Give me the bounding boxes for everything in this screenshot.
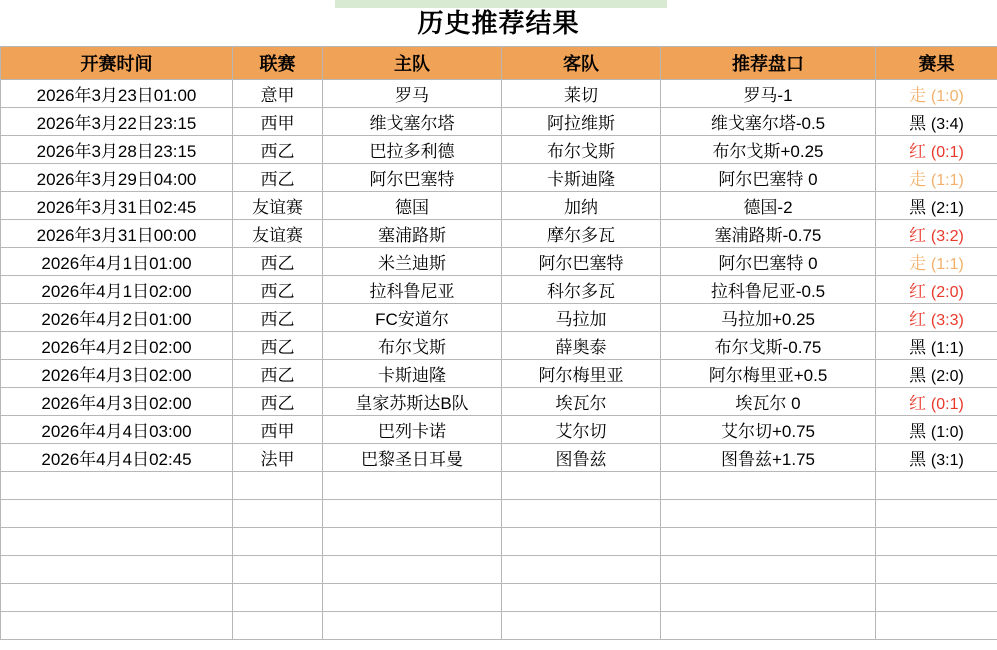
cell-away-team: 薛奥泰 <box>502 332 661 360</box>
table-row[interactable] <box>1 164 997 192</box>
result-score: (0:1) <box>930 144 964 161</box>
empty-cell[interactable] <box>661 584 876 612</box>
column-header-away: 客队 <box>502 47 661 80</box>
empty-cell[interactable] <box>1 584 233 612</box>
result-score: (2:1) <box>930 200 964 217</box>
empty-cell[interactable] <box>661 500 876 528</box>
empty-cell[interactable] <box>323 584 502 612</box>
empty-cell[interactable] <box>876 472 997 500</box>
cell-away-team: 阿尔梅里亚 <box>502 360 661 388</box>
empty-cell[interactable] <box>1 472 233 500</box>
empty-row[interactable] <box>1 472 997 500</box>
empty-cell[interactable] <box>876 500 997 528</box>
cell-league: 西甲 <box>233 416 323 444</box>
cell-pick: 艾尔切+0.75 <box>661 416 876 444</box>
column-header-home: 主队 <box>323 47 502 80</box>
cell-home-team: 维戈塞尔塔 <box>323 108 502 136</box>
cell-pick: 塞浦路斯-0.75 <box>661 220 876 248</box>
cell-away-team: 加纳 <box>502 192 661 220</box>
result-badge: 红 <box>909 282 927 301</box>
empty-cell[interactable] <box>661 472 876 500</box>
cell-time: 2026年4月4日03:00 <box>1 416 233 444</box>
cell-away-team: 莱切 <box>502 80 661 108</box>
table-row[interactable] <box>1 136 997 164</box>
result-score: (1:1) <box>930 340 964 357</box>
cell-result <box>876 192 997 220</box>
cell-home-team: FC安道尔 <box>323 304 502 332</box>
cell-result <box>876 136 997 164</box>
cell-time: 2026年4月3日02:00 <box>1 360 233 388</box>
result-badge: 黑 <box>909 366 927 385</box>
cell-league: 意甲 <box>233 80 323 108</box>
table-row[interactable] <box>1 80 997 108</box>
cell-away-team: 阿尔巴塞特 <box>502 248 661 276</box>
cell-pick: 布尔戈斯-0.75 <box>661 332 876 360</box>
empty-cell[interactable] <box>502 584 661 612</box>
cell-league: 友谊赛 <box>233 220 323 248</box>
cell-league: 西乙 <box>233 360 323 388</box>
result-score: (3:4) <box>930 116 964 133</box>
result-badge: 红 <box>909 142 927 161</box>
cell-home-team: 皇家苏斯达B队 <box>323 388 502 416</box>
cell-home-team: 巴黎圣日耳曼 <box>323 444 502 472</box>
cell-away-team: 摩尔多瓦 <box>502 220 661 248</box>
empty-cell[interactable] <box>502 472 661 500</box>
cell-league: 西乙 <box>233 304 323 332</box>
empty-row[interactable] <box>1 612 997 640</box>
cell-league: 西乙 <box>233 276 323 304</box>
cell-time: 2026年4月4日02:45 <box>1 444 233 472</box>
cell-pick: 马拉加+0.25 <box>661 304 876 332</box>
cell-result <box>876 164 997 192</box>
cell-pick: 图鲁兹+1.75 <box>661 444 876 472</box>
cell-league: 西乙 <box>233 136 323 164</box>
empty-cell[interactable] <box>323 500 502 528</box>
cell-result <box>876 332 997 360</box>
cell-result <box>876 276 997 304</box>
cell-result <box>876 444 997 472</box>
cell-time: 2026年3月28日23:15 <box>1 136 233 164</box>
result-badge: 红 <box>909 310 927 329</box>
result-badge: 走 <box>909 254 927 273</box>
empty-cell[interactable] <box>323 556 502 584</box>
empty-cell[interactable] <box>502 500 661 528</box>
empty-cell[interactable] <box>661 528 876 556</box>
column-header-pick: 推荐盘口 <box>661 47 876 80</box>
empty-cell[interactable] <box>502 528 661 556</box>
empty-cell[interactable] <box>233 584 323 612</box>
empty-row[interactable] <box>1 584 997 612</box>
column-header-result: 赛果 <box>876 47 997 80</box>
cell-time: 2026年3月31日00:00 <box>1 220 233 248</box>
cell-home-team: 罗马 <box>323 80 502 108</box>
cell-home-team: 卡斯迪隆 <box>323 360 502 388</box>
empty-cell[interactable] <box>661 556 876 584</box>
result-badge: 红 <box>909 226 927 245</box>
empty-cell[interactable] <box>876 556 997 584</box>
table-header-row <box>1 47 997 80</box>
empty-cell[interactable] <box>233 612 323 640</box>
empty-cell[interactable] <box>323 528 502 556</box>
empty-cell[interactable] <box>323 472 502 500</box>
cell-home-team: 布尔戈斯 <box>323 332 502 360</box>
cell-result <box>876 416 997 444</box>
cell-away-team: 阿拉维斯 <box>502 108 661 136</box>
cell-pick: 阿尔梅里亚+0.5 <box>661 360 876 388</box>
cell-home-team: 塞浦路斯 <box>323 220 502 248</box>
result-badge: 黑 <box>909 198 927 217</box>
cell-result <box>876 388 997 416</box>
result-score: (0:1) <box>930 396 964 413</box>
cell-pick: 德国-2 <box>661 192 876 220</box>
empty-cell[interactable] <box>1 500 233 528</box>
empty-cell[interactable] <box>661 612 876 640</box>
result-score: (2:0) <box>930 284 964 301</box>
empty-cell[interactable] <box>233 500 323 528</box>
empty-row[interactable] <box>1 500 997 528</box>
cell-league: 法甲 <box>233 444 323 472</box>
table-row[interactable] <box>1 192 997 220</box>
empty-cell[interactable] <box>1 556 233 584</box>
empty-cell[interactable] <box>876 584 997 612</box>
result-badge: 红 <box>909 394 927 413</box>
cell-away-team: 埃瓦尔 <box>502 388 661 416</box>
result-score: (3:2) <box>930 228 964 245</box>
cell-time: 2026年4月1日02:00 <box>1 276 233 304</box>
table-row[interactable] <box>1 388 997 416</box>
empty-cell[interactable] <box>233 556 323 584</box>
result-badge: 黑 <box>909 114 927 133</box>
cell-time: 2026年3月29日04:00 <box>1 164 233 192</box>
column-header-time: 开赛时间 <box>1 47 233 80</box>
result-score: (3:3) <box>930 312 964 329</box>
table-row[interactable] <box>1 332 997 360</box>
table-row[interactable] <box>1 108 997 136</box>
cell-result <box>876 304 997 332</box>
cell-league: 西乙 <box>233 164 323 192</box>
result-badge: 走 <box>909 86 927 105</box>
cell-home-team: 阿尔巴塞特 <box>323 164 502 192</box>
cell-time: 2026年3月22日23:15 <box>1 108 233 136</box>
result-score: (1:1) <box>930 172 964 189</box>
cell-league: 友谊赛 <box>233 192 323 220</box>
empty-cell[interactable] <box>1 528 233 556</box>
result-score: (2:0) <box>930 368 964 385</box>
cell-home-team: 德国 <box>323 192 502 220</box>
empty-row[interactable] <box>1 528 997 556</box>
cell-away-team: 艾尔切 <box>502 416 661 444</box>
history-results-table <box>0 46 997 640</box>
cell-away-team: 布尔戈斯 <box>502 136 661 164</box>
empty-cell[interactable] <box>233 472 323 500</box>
cell-result <box>876 80 997 108</box>
table-body <box>1 80 997 640</box>
cell-result <box>876 108 997 136</box>
table-row[interactable] <box>1 248 997 276</box>
result-score: (1:1) <box>930 256 964 273</box>
page-title: 历史推荐结果 <box>417 8 580 38</box>
cell-time: 2026年4月3日02:00 <box>1 388 233 416</box>
cell-league: 西甲 <box>233 108 323 136</box>
table-row[interactable] <box>1 360 997 388</box>
cell-result <box>876 248 997 276</box>
table-row[interactable] <box>1 220 997 248</box>
empty-row[interactable] <box>1 556 997 584</box>
cell-league: 西乙 <box>233 332 323 360</box>
cell-time: 2026年4月2日01:00 <box>1 304 233 332</box>
empty-cell[interactable] <box>323 612 502 640</box>
cell-result <box>876 220 997 248</box>
result-badge: 黑 <box>909 450 927 469</box>
cell-league: 西乙 <box>233 248 323 276</box>
cell-league: 西乙 <box>233 388 323 416</box>
page-title-bar <box>0 0 997 46</box>
table-row[interactable] <box>1 304 997 332</box>
result-badge: 黑 <box>909 338 927 357</box>
cell-home-team: 巴拉多利德 <box>323 136 502 164</box>
cell-pick: 阿尔巴塞特 0 <box>661 248 876 276</box>
result-badge: 黑 <box>909 422 927 441</box>
cell-pick: 阿尔巴塞特 0 <box>661 164 876 192</box>
cell-pick: 维戈塞尔塔-0.5 <box>661 108 876 136</box>
empty-cell[interactable] <box>1 612 233 640</box>
cell-pick: 罗马-1 <box>661 80 876 108</box>
cell-time: 2026年4月2日02:00 <box>1 332 233 360</box>
cell-pick: 布尔戈斯+0.25 <box>661 136 876 164</box>
table-row[interactable] <box>1 276 997 304</box>
cell-away-team: 卡斯迪隆 <box>502 164 661 192</box>
cell-pick: 拉科鲁尼亚-0.5 <box>661 276 876 304</box>
column-header-league: 联赛 <box>233 47 323 80</box>
empty-cell[interactable] <box>502 612 661 640</box>
table-row[interactable] <box>1 416 997 444</box>
result-score: (3:1) <box>930 452 964 469</box>
empty-cell[interactable] <box>233 528 323 556</box>
empty-cell[interactable] <box>876 528 997 556</box>
result-score: (1:0) <box>930 88 964 105</box>
cell-away-team: 科尔多瓦 <box>502 276 661 304</box>
cell-pick: 埃瓦尔 0 <box>661 388 876 416</box>
cell-away-team: 图鲁兹 <box>502 444 661 472</box>
cell-time: 2026年3月23日01:00 <box>1 80 233 108</box>
empty-cell[interactable] <box>502 556 661 584</box>
cell-home-team: 米兰迪斯 <box>323 248 502 276</box>
cell-home-team: 拉科鲁尼亚 <box>323 276 502 304</box>
cell-home-team: 巴列卡诺 <box>323 416 502 444</box>
result-badge: 走 <box>909 170 927 189</box>
empty-cell[interactable] <box>876 612 997 640</box>
cell-result <box>876 360 997 388</box>
cell-away-team: 马拉加 <box>502 304 661 332</box>
cell-time: 2026年4月1日01:00 <box>1 248 233 276</box>
cell-time: 2026年3月31日02:45 <box>1 192 233 220</box>
result-score: (1:0) <box>930 424 964 441</box>
table-row[interactable] <box>1 444 997 472</box>
